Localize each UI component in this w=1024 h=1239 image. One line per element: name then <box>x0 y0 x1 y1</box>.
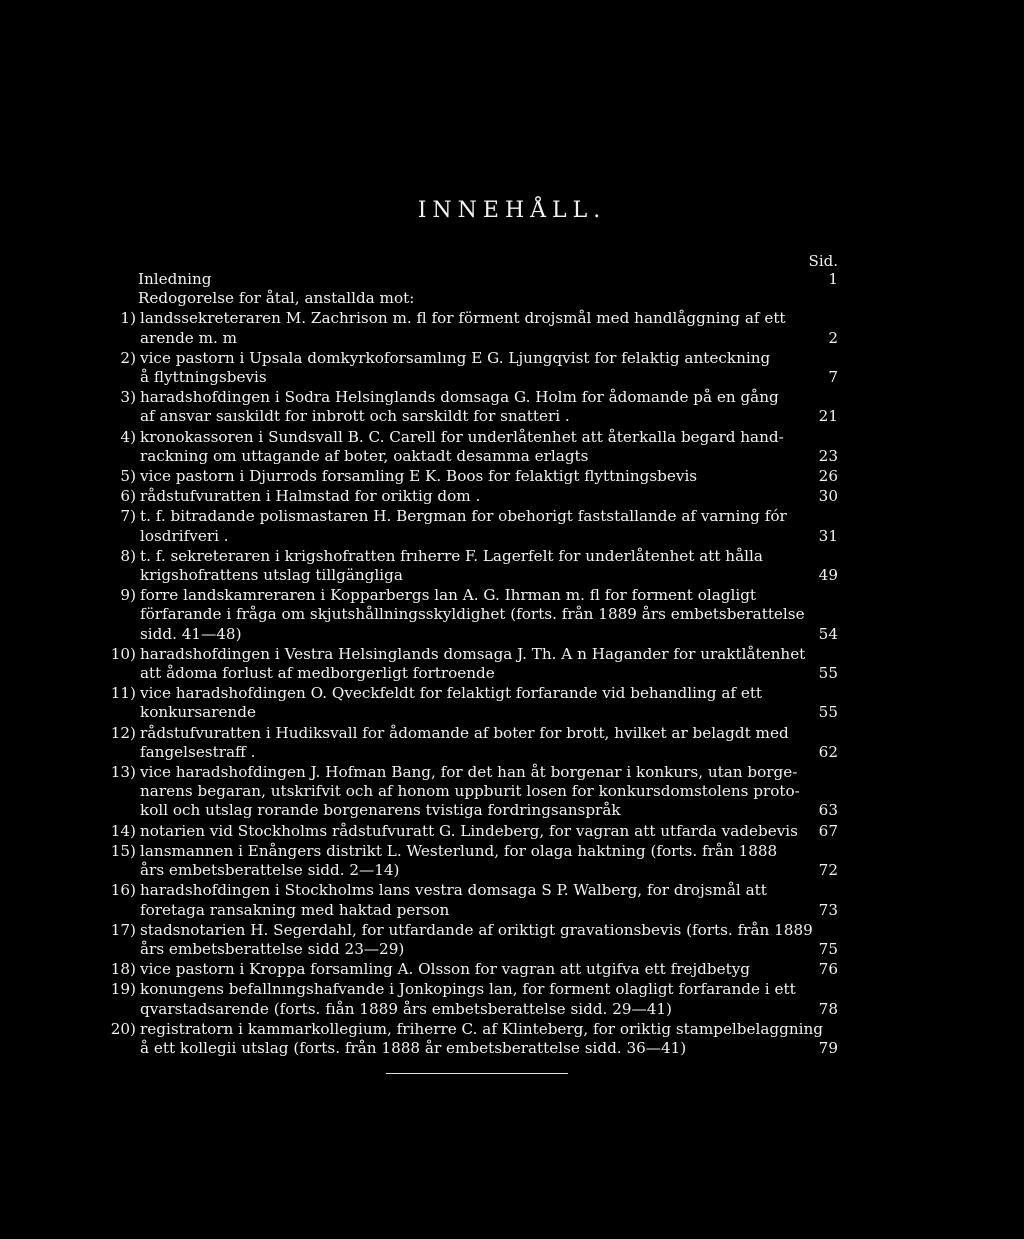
toc-entry <box>96 842 838 880</box>
toc-entry-number: 3) <box>120 388 136 407</box>
toc-entry-text: fangelsestraff . <box>140 742 256 761</box>
toc-entry-text: konkursarende <box>140 703 256 722</box>
toc-entry-number: 1) <box>120 309 136 328</box>
toc-entry-page: 26 <box>818 467 838 486</box>
toc-entry <box>96 645 838 683</box>
toc-entry-number: 4) <box>120 427 136 446</box>
toc-entry <box>96 586 838 644</box>
table-of-contents <box>96 270 838 1058</box>
toc-intro <box>96 270 838 289</box>
toc-entry-text: af ansvar saıskildt for inbrott och sarskildt for snatteri . <box>140 407 570 426</box>
toc-entry <box>96 547 838 585</box>
toc-entry-number: 2) <box>120 348 136 367</box>
toc-entry <box>96 487 838 506</box>
toc-entry <box>96 960 838 979</box>
toc-entry-number: 9) <box>120 586 136 605</box>
toc-entry-page: 31 <box>818 526 838 545</box>
toc-entry-number: 12) <box>110 723 136 742</box>
toc-entry-page: 55 <box>818 664 838 683</box>
toc-entry-number: 20) <box>110 1019 136 1038</box>
toc-entry-text: rackning om uttagande af boter, oaktadt desamma erlagts <box>140 446 589 465</box>
toc-entry <box>96 349 838 387</box>
toc-entry-text: narens begaran, utskrifvit och af honom uppburit losen for konkursdomstolens proto- <box>140 782 800 801</box>
toc-entry-page: 78 <box>818 999 838 1018</box>
toc-entry-number: 10) <box>110 644 136 663</box>
toc-entry-text: arende m. m <box>140 328 238 347</box>
toc-entry-page: 72 <box>818 861 838 880</box>
toc-entry <box>96 428 838 466</box>
toc-entry-number: 15) <box>110 841 136 860</box>
divider-rule <box>386 1073 568 1074</box>
toc-entry <box>96 467 838 486</box>
toc-entry <box>96 309 838 347</box>
toc-entry-number: 5) <box>120 467 136 486</box>
toc-entry-text: konungens befallnıngshafvande i Jonkopings lan, for forment olagligt forfarande i ett <box>140 980 796 999</box>
toc-entry-text: års embetsberattelse sidd. 2—14) <box>140 861 400 880</box>
toc-entry-number: 7) <box>120 507 136 526</box>
toc-entry-text: t. f. sekreteraren i krigshofratten frıherre F. Lagerfelt for underlåtenhet att hålla <box>140 546 763 565</box>
toc-entry-page: 79 <box>818 1038 838 1057</box>
page-title: INNEHÅLL. <box>417 198 607 223</box>
toc-entry <box>96 507 838 545</box>
toc-entry <box>96 724 838 762</box>
toc-entry-text: å flyttningsbevis <box>140 368 267 387</box>
toc-entry-text: års embetsberattelse sidd 23—29) <box>140 939 405 958</box>
toc-entry-text: haradshofdingen i Sodra Helsinglands domsaga G. Holm for ådomande på en gång <box>140 388 779 407</box>
toc-entry-text: losdrifveri . <box>140 526 229 545</box>
toc-entry-number: 11) <box>110 684 136 703</box>
toc-entry <box>96 388 838 426</box>
toc-entry-text: att ådoma forlust af medborgerligt fortroende <box>140 664 495 683</box>
toc-entry-text: forre landskamreraren i Kopparbergs lan A. G. Ihrman m. fl for forment olagligt <box>140 586 757 605</box>
toc-entry-text: t. f. bitradande polismastaren H. Bergman for obehorigt faststallande af varning fór <box>140 507 787 526</box>
toc-entry-text: haradshofdingen i Vestra Helsinglands domsaga J. Th. A n Hagander for uraktlåtenhet <box>140 644 806 663</box>
toc-entry <box>96 921 838 959</box>
toc-entry-text: stadsnotarien H. Segerdahl, for utfardande af oriktigt gravationsbevis (forts. från 1889 <box>140 920 813 939</box>
toc-entry-text: qvarstadsarende (forts. fıån 1889 års embetsberattelse sidd. 29—41) <box>140 999 672 1018</box>
toc-intro-page: 1 <box>828 270 838 288</box>
toc-entry-page: 55 <box>818 703 838 722</box>
toc-entry-page: 62 <box>818 742 838 761</box>
toc-entry <box>96 881 838 919</box>
toc-entry-text: vice pastorn i Djurrods forsamling E K. Boos for felaktigt flyttningsbevis <box>140 467 698 486</box>
toc-entry-number: 6) <box>120 487 136 506</box>
toc-entry-text: vice pastorn i Upsala domkyrkoforsamlıng E G. Ljungqvist for felaktig anteckning <box>140 348 771 367</box>
toc-intro-label: Inledning <box>138 270 212 288</box>
toc-entry-page: 49 <box>818 566 838 585</box>
toc-entry-text: landssekreteraren M. Zachrison m. fl for förment drojsmål med handlåggning af ett <box>140 309 786 328</box>
toc-entry-number: 13) <box>110 763 136 782</box>
toc-entry-page: 30 <box>818 487 838 506</box>
toc-entry-page: 21 <box>818 407 838 426</box>
toc-entry <box>96 684 838 722</box>
toc-entry-text: foretaga ransakning med haktad person <box>140 900 450 919</box>
toc-entry-page: 73 <box>818 900 838 919</box>
toc-entry-text: lansmannen i Enångers distrikt L. Westerlund, for olaga haktning (forts. från 1888 <box>140 841 778 860</box>
toc-entry-number: 19) <box>110 980 136 999</box>
toc-entry-text: rådstufvuratten i Hudiksvall for ådomande af boter for brott, hvilket ar belagdt med <box>140 723 789 742</box>
toc-entry-number: 16) <box>110 881 136 900</box>
toc-entry-page: 54 <box>818 624 838 643</box>
toc-entry <box>96 980 838 1018</box>
toc-entry-text: krigshofrattens utslag tillgängliga <box>140 566 403 585</box>
toc-entry-text: vice haradshofdingen O. Qveckfeldt for felaktigt forfarande vid behandling af ett <box>140 684 763 703</box>
toc-entry-text: vice haradshofdingen J. Hofman Bang, for det han åt borgenar i konkurs, utan borge- <box>140 763 798 782</box>
toc-entry-text: rådstufvuratten i Halmstad for oriktig dom . <box>140 487 481 506</box>
toc-entry-text: förfarande i fråga om skjutshållningsskyldighet (forts. från 1889 års embetsberattelse <box>140 605 805 624</box>
toc-entry-page: 2 <box>828 328 838 347</box>
toc-entry-text: sidd. 41—48) <box>140 624 242 643</box>
toc-entry-page: 67 <box>818 821 838 840</box>
toc-heading-text: Redogorelse for åtal, anstallda mot: <box>138 289 415 308</box>
page-column-header: Sid. <box>808 252 838 270</box>
toc-entry-text: vice pastorn i Kroppa forsamling A. Olsson for vagran att utgifva ett frejdbetyg <box>140 960 751 979</box>
toc-entry-number: 18) <box>110 960 136 979</box>
toc-entry-text: registratorn i kammarkollegium, friherre C. af Klinteberg, for oriktig stampelbelaggning <box>140 1019 823 1038</box>
toc-entry-page: 76 <box>818 960 838 979</box>
toc-entry <box>96 763 838 821</box>
toc-entry <box>96 822 838 841</box>
toc-entry-text: haradshofdingen i Stockholms lans vestra domsaga S P. Walberg, for drojsmål att <box>140 881 767 900</box>
toc-entry-text: kronokassoren i Sundsvall B. C. Carell for underlåtenhet att återkalla begard hand- <box>140 427 784 446</box>
toc-entry-number: 17) <box>110 920 136 939</box>
toc-entry <box>96 1020 838 1058</box>
toc-entry-page: 75 <box>818 939 838 958</box>
toc-entry-page: 23 <box>818 446 838 465</box>
toc-entry-text: å ett kollegii utslag (forts. från 1888 år embetsberattelse sidd. 36—41) <box>140 1038 687 1057</box>
toc-entry-number: 8) <box>120 546 136 565</box>
toc-entry-text: notarien vid Stockholms rådstufvuratt G. Lindeberg, for vagran att utfarda vadebevis <box>140 821 798 840</box>
toc-entry-text: koll och utslag rorande borgenarens tvistiga fordringsanspråk <box>140 801 621 820</box>
toc-entry-number: 14) <box>110 821 136 840</box>
toc-heading <box>96 289 838 308</box>
toc-entry-page: 63 <box>818 801 838 820</box>
toc-entry-page: 7 <box>828 368 838 387</box>
